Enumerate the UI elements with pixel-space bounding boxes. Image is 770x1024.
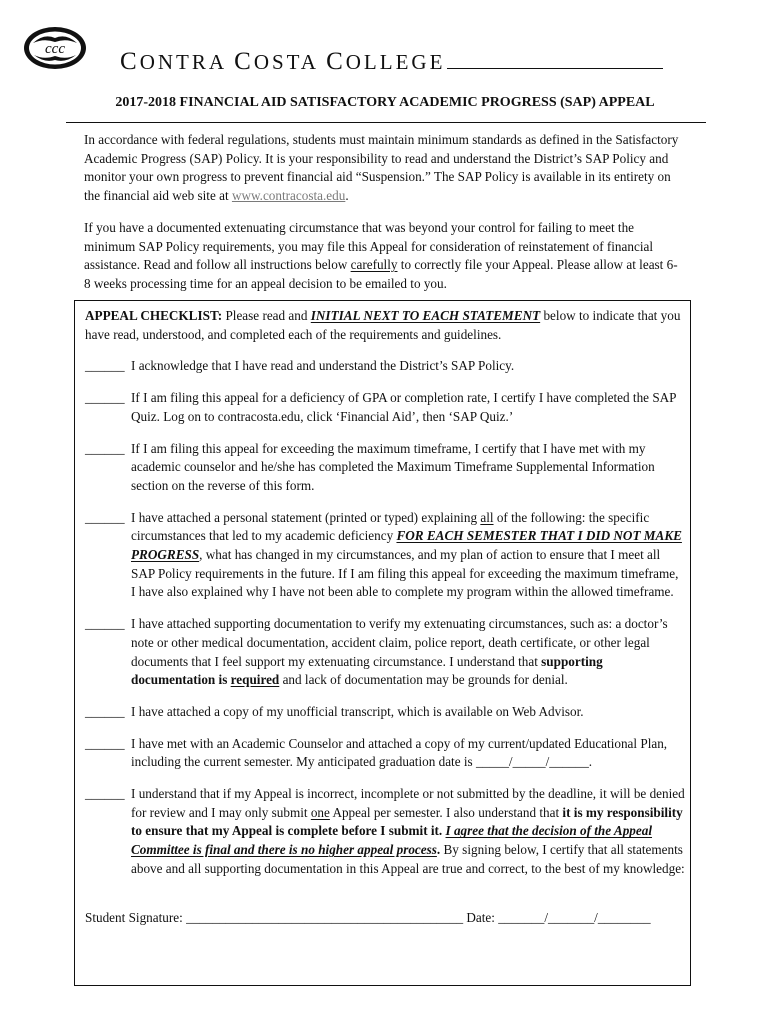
- checklist-item-certification: ______ I understand that if my Appeal is incorrect, incomplete or not submitted by the deadline, it will be denied for review and I may only submit one Appeal per semester. I also understand that it is my responsibility to ensure that my Appeal is complete before I submit it. I agree that the decision of the Appeal Committee is final and there is no higher appeal process. By signing below, I certify that all statements above and all supporting documentation in this Appeal are true and correct, to the best of my knowledge:: [85, 786, 685, 876]
- checklist-item-max-timeframe: ______ If I am filing this appeal for exceeding the maximum timeframe, I certify that I have met with my academic counselor and he/she has completed the Maximum Timeframe Supplemental Information section on the reverse of this form.: [85, 440, 655, 493]
- appeal-checklist-box: [74, 300, 691, 986]
- college-name-rule: [447, 68, 663, 69]
- document-title: 2017-2018 FINANCIAL AID SATISFACTORY ACADEMIC PROGRESS (SAP) APPEAL: [115, 95, 655, 110]
- initial-blank[interactable]: ______: [85, 440, 125, 456]
- checklist-heading: APPEAL CHECKLIST: Please read and INITIAL NEXT TO EACH STATEMENT below to indicate that you have read, understood, and completed each of the requirements and guidelines.: [85, 308, 681, 342]
- initial-blank[interactable]: ______: [85, 509, 125, 525]
- initial-blank[interactable]: ______: [85, 735, 125, 751]
- initial-blank[interactable]: ______: [85, 703, 125, 719]
- intro-paragraph-1: In accordance with federal regulations, students must maintain minimum standards as defined in the Satisfactory Academic Progress (SAP) Policy. It is your responsibility to read and understand the District’s SAP Policy and monitor your own progress to prevent financial aid “Suspension.” The SAP Policy is available in its entirety on the financial aid web site at www.contracosta.edu.: [84, 132, 679, 203]
- checklist-item-sap-quiz: ______ If I am filing this appeal for a deficiency of GPA or completion rate, I certify I have completed the SAP Quiz. Log on to contracosta.edu, click ‘Financial Aid’, then ‘SAP Quiz.’: [85, 390, 677, 424]
- signature-label: Student Signature:: [85, 909, 183, 925]
- initial-blank[interactable]: ______: [85, 358, 125, 374]
- initial-blank[interactable]: ______: [85, 390, 125, 406]
- checklist-item-educational-plan: ______ I have met with an Academic Counselor and attached a copy of my current/updated Educational Plan, including the current semester. My anticipated graduation date is _____/_____/______.: [85, 735, 668, 770]
- intro-paragraph-2: If you have a documented extenuating circumstance that was beyond your control for failing to meet the minimum SAP Policy requirements, you may file this Appeal for consideration of reinstatement of financial assistance. Read and follow all instructions below carefully to correctly file your Appeal. Please allow at least 6-8 weeks processing time for an appeal decision to be emailed to you.: [84, 220, 678, 291]
- title-divider: [66, 122, 706, 123]
- initial-blank[interactable]: ______: [85, 786, 125, 802]
- website-link[interactable]: www.contracosta.edu: [231, 187, 346, 203]
- logo-lettering: ccc: [45, 41, 65, 57]
- college-logo: [22, 24, 88, 72]
- checklist-item-personal-statement: ______ I have attached a personal statement (printed or typed) explaining all of the following: the specific circumstances that led to my academic deficiency FOR EACH SEMESTER THAT I DID NOT MAKE PROGRESS, what has changed in my circumstances, and my plan of action to ensure that I meet all SAP Policy requirements in the future. If I am filing this appeal for exceeding the maximum timeframe, I have also explained why I have not been able to complete my program within the allowed timeframe.: [85, 509, 682, 600]
- initial-blank[interactable]: ______: [85, 616, 125, 632]
- date-label: Date:: [466, 909, 495, 925]
- checklist-item-sap-policy: ______ I acknowledge that I have read and understand the District’s SAP Policy.: [85, 357, 685, 376]
- signature-field[interactable]: __________________________________________: [186, 909, 464, 925]
- checklist-item-supporting-docs: ______ I have attached supporting documentation to verify my extenuating circumstances, such as: a doctor’s note or other medical documentation, accident claim, police report, death certificate, or other legal documents that I feel support my extenuating circumstance. I understand that supporting documentation is required and lack of documentation may be grounds for denial.: [85, 616, 668, 688]
- college-name: CONTRA COSTA COLLEGE: [120, 48, 663, 76]
- checklist-item-transcript: ______ I have attached a copy of my unofficial transcript, which is available on Web Advisor.: [85, 703, 685, 722]
- signature-row: [85, 909, 685, 928]
- date-field[interactable]: _______/_______/________: [498, 909, 651, 925]
